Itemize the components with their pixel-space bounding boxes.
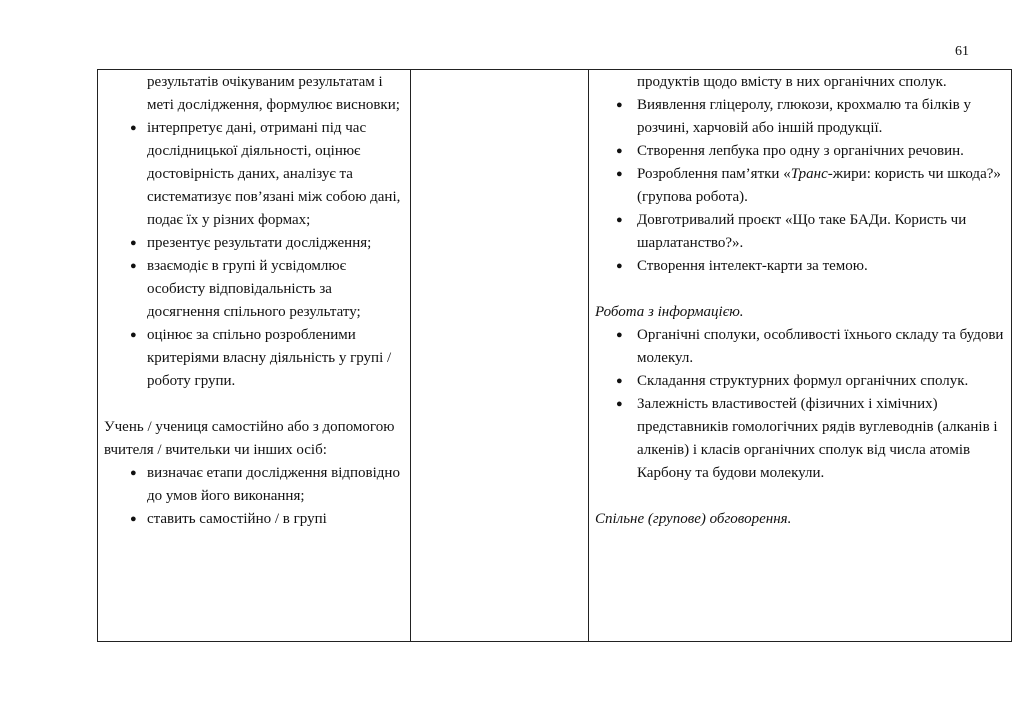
information-list [595,324,1005,485]
bullet-icon: ● [130,122,137,134]
outcomes-list-bottom [104,462,404,531]
bullet-icon: ● [130,237,137,249]
column-learning-outcomes [98,70,411,642]
list-item: ● Залежність властивостей (фізичних і хімічних) представників гомологічних рядів вуглеводнів (алканів і алкенів) і класів органічних сполук від числа атомів Карбону та будови молекули. [595,393,1005,485]
list-item: ● Органічні сполуки, особливості їхнього складу та будови молекул. [595,324,1005,370]
curriculum-table [97,69,1012,642]
bullet-icon: ● [130,329,137,341]
page-number: 61 [955,44,969,59]
list-item: ● ставить самостійно / в групі [104,508,404,531]
bullet-icon: ● [616,214,623,226]
bullet-icon: ● [616,99,623,111]
bullet-icon: ● [616,375,623,387]
section-heading-information: Робота з інформацією. [595,304,744,320]
list-item: ● Створення інтелект-карти за темою. [595,255,1005,278]
bullet-icon: ● [616,145,623,157]
list-item: ● Створення лепбука про одну з органічних речовин. [595,140,1005,163]
list-item: ● визначає етапи дослідження відповідно до умов його виконання; [104,462,404,508]
bullet-icon: ● [616,398,623,410]
list-item: ● презентує результати дослідження; [104,232,404,255]
bullet-icon: ● [616,260,623,272]
list-item: ● Довготривалий проєкт «Що таке БАДи. Користь чи шарлатанство?». [595,209,1005,255]
list-item: ● взаємодіє в групі й усвідомлює особисту відповідальність за досягнення спільного результату; [104,255,404,324]
table-row [98,70,1012,642]
activities-list [595,71,1005,278]
list-item: ● Виявлення гліцеролу, глюкози, крохмалю та білків у розчині, харчовій або іншій продукції. [595,94,1005,140]
column-empty [411,70,589,642]
list-item: ● Розроблення пам’ятки «Транс-жири: користь чи шкода?» (групова робота). [595,163,1005,209]
section-heading-discussion: Спільне (групове) обговорення. [595,511,792,527]
list-item: результатів очікуваним результатам і меті дослідження, формулює висновки; [147,74,400,113]
outcomes-list-top [104,71,404,393]
bullet-icon: ● [616,168,623,180]
list-item: ● інтерпретує дані, отримані під час дослідницької діяльності, оцінює достовірність даних, аналізує та систематизує пов’язані між собою дані, подає їх у різних формах; [104,117,404,232]
bullet-icon: ● [130,260,137,272]
student-intro: Учень / учениця самостійно або з допомогою вчителя / вчительки чи інших осіб: [104,419,395,458]
bullet-icon: ● [130,467,137,479]
list-item: ● оцінює за спільно розробленими критеріями власну діяльність у групі / роботу групи. [104,324,404,393]
bullet-icon: ● [130,513,137,525]
column-activities [589,70,1012,642]
list-item: продуктів щодо вмісту в них органічних сполук. [637,74,947,90]
list-item: ● Складання структурних формул органічних сполук. [595,370,1005,393]
bullet-icon: ● [616,329,623,341]
